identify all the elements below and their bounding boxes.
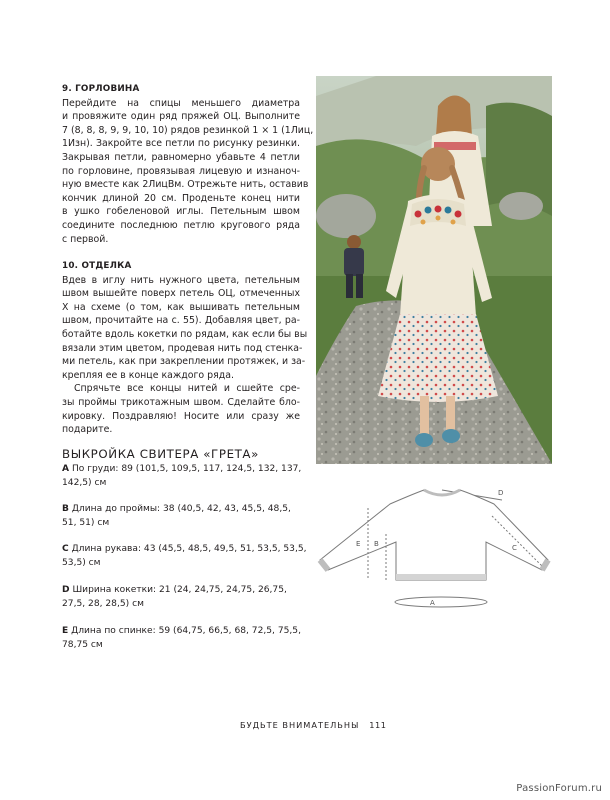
text-line: зы проймы трикотажным швом. Сделайте бло- [62,396,300,408]
measurement-text-cont: 51, 51) см [62,517,110,528]
measurement-text-cont: 78,75 см [62,639,103,650]
text-line: Вдев в иглу нить нужного цвета, петельным [62,274,300,286]
text-line: Х на схеме (о том, как вышивать петельным [62,301,300,313]
section-10-heading: 10. ОТДЕЛКА [62,261,132,271]
measurement-text-cont: 27,5, 28, 28,5) см [62,598,144,609]
measurement-text: Длина по спинке: 59 (64,75, 66,5, 68, 72,5, 75,5, [68,626,301,636]
text-line: вязали этим цветом, продевая нить под стенка- [62,342,303,354]
text-line: швом, прочитайте на с. 55). Добавляя цвет, ра- [62,315,300,327]
measurement-text-cont: 142,5) см [62,477,107,488]
measurement-b [62,503,312,530]
dimension-a-ellipse [395,597,487,607]
watermark: PassionForum.ru [516,783,602,794]
section-10-text-1 [62,274,308,383]
measurement-letter: B [62,504,69,514]
measurement-a [62,463,312,490]
measurement-text: Длина до проймы: 38 (40,5, 42, 43, 45,5, 48,5, [68,504,291,514]
section-10-text-2 [62,382,300,436]
sweater-schematic [316,482,552,614]
text-line: Спрячьте все концы нитей и сшейте сре- [74,383,300,395]
label-e: E [356,540,361,548]
text-line: и провяжите один ряд пряжей ОЦ. Выполните [62,111,300,123]
sweater-schematic-svg [316,482,552,614]
text-line: в ушко гобеленовой иглы. Петельным швом [62,206,300,218]
page-number: 111 [369,720,387,730]
text-line: подарите. [62,424,113,436]
pattern-title: ВЫКРОЙКА СВИТЕРА «ГРЕТА» [62,447,259,461]
measurement-letter: C [62,544,69,554]
label-a: A [430,599,435,607]
measurement-letter: D [62,585,70,595]
measurement-d [62,584,312,611]
text-line: ботайте вдоль кокетки по рядам, как если бы вы [62,328,308,340]
text-line: Перейдите на спицы меньшего диаметра [62,97,300,109]
measurement-c [62,543,312,570]
text-line: 7 (8, 8, 8, 9, 9, 10, 10) рядов резинкой 1 × 1 (1Лиц, [62,124,314,136]
running-title: БУДЬТЕ ВНИМАТЕЛЬНЫ [240,720,360,730]
label-c: C [512,544,517,552]
section-9 [62,83,314,246]
text-line: 1Изн). Закройте все петли по рисунку резинки. [62,138,300,150]
text-line: по горловине, провязывая лицевую и изнаноч- [62,165,300,177]
sweater-outline [320,490,548,580]
label-b: B [374,540,379,548]
text-line: кончик длиной 20 см. Проденьте конец нити [62,192,300,204]
label-d: D [498,489,504,497]
measurement-letter: E [62,626,69,636]
text-line: Закрывая петли, равномерно убавьте 4 петли [62,151,300,163]
measurement-text: По груди: 89 (101,5, 109,5, 117, 124,5, 132, 137, [69,464,302,474]
text-line: ную вместе как 2ЛицВм. Отрежьте нить, оставив [62,179,309,191]
text-line: с первой. [62,233,109,245]
text-line: крепляя ее в конце каждого ряда. [62,369,234,381]
measurement-letter: A [62,464,70,474]
text-line: швом вышейте поверх петель ОЦ, отмеченных [62,288,300,300]
photo-illustration [316,76,552,464]
hem-band [396,574,486,580]
measurement-e [62,625,312,652]
section-9-heading: 9. ГОРЛОВИНА [62,84,140,94]
text-line: ми петель, как при закреплении протяжек, и за- [62,356,306,368]
measurement-text: Длина рукава: 43 (45,5, 48,5, 49,5, 51, 53,5, 53,5, [68,544,307,554]
text-line: кировку. Поздравляю! Носите или сразу же [62,410,300,422]
section-10 [62,260,308,437]
photo-children-in-sweaters [316,76,552,464]
page-footer [240,720,386,730]
text-line: соедините последнюю петлю кругового ряда [62,219,300,231]
measurement-text: Ширина кокетки: 21 (24, 24,75, 24,75, 26,75, [69,585,287,595]
measurement-text-cont: 53,5) см [62,557,101,568]
section-9-text [62,97,314,247]
